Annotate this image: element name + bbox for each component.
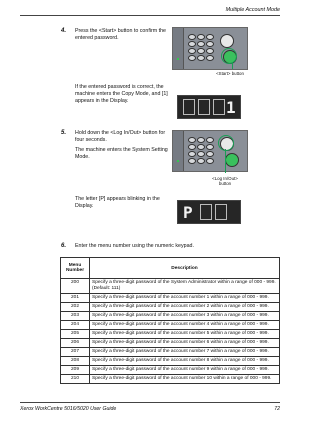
menu-number: 205 [61, 330, 90, 339]
table-row [61, 348, 280, 357]
clear-button-illustration [220, 34, 234, 48]
menu-number: 200 [61, 279, 90, 294]
step-4b-text-1: If the entered password is correct, the [75, 84, 164, 90]
description: Specify a three-digit password of the account number 2 within a range of 000 - 999. [90, 303, 280, 312]
table-row [61, 366, 280, 375]
step-5-number: 5. [61, 130, 67, 136]
step-4-number: 4. [61, 28, 67, 34]
display-letter: P [183, 203, 193, 222]
step-5-text-2: four seconds. [75, 137, 107, 143]
table-header-row [61, 258, 280, 279]
menu-number: 203 [61, 312, 90, 321]
step-5b-text-1: The letter [P] appears blinking in the [75, 196, 160, 202]
menu-number: 202 [61, 303, 90, 312]
start-button-caption: <Start> button [216, 71, 244, 76]
description: Specify a three-digit password of the account number 7 within a range of 000 - 999. [90, 348, 280, 357]
display-showing-1 [177, 95, 241, 119]
description: Specify a three-digit password of the account number 4 within a range of 000 - 999. [90, 321, 280, 330]
menu-number: 208 [61, 357, 90, 366]
step-5b-text-2: Display. [75, 203, 94, 209]
description: Specify a three-digit password of the account number 9 within a range of 000 - 999. [90, 366, 280, 375]
menu-number: 204 [61, 321, 90, 330]
description: Specify a three-digit password of the account number 1 within a range of 000 - 999. [90, 294, 280, 303]
description: Specify a three-digit password of the System Administrator within a range of 000 - 999. (Default: 111) [90, 279, 280, 294]
step-5-text-1: Hold down the <Log In/Out> button for [75, 130, 166, 136]
table-row [61, 294, 280, 303]
table-row [61, 357, 280, 366]
description: Specify a three-digit password of the account number 8 within a range of 000 - 999. [90, 357, 280, 366]
description-header: Description [90, 258, 280, 279]
step-5-text-4: Mode. [75, 154, 90, 160]
table-row [61, 312, 280, 321]
description: Specify a three-digit password of the account number 5 within a range of 000 - 999. [90, 330, 280, 339]
step-4b-text-3: appears in the Display. [75, 98, 129, 104]
start-highlight-ring [221, 48, 237, 64]
footer-rule [20, 402, 280, 403]
step-4-text-1: Press the <Start> button to confirm the [75, 28, 166, 34]
control-panel-illustration-start [172, 27, 248, 70]
step-6-text: Enter the menu number using the numeric keypad. [75, 243, 194, 249]
login-caption-2: button [218, 181, 232, 186]
running-header: Multiple Account Mode [225, 7, 280, 13]
table-row [61, 339, 280, 348]
menu-number-header: Menu Number [61, 258, 90, 279]
login-callout-line [225, 149, 226, 173]
table-row [61, 279, 280, 294]
step-6-number: 6. [61, 243, 67, 249]
menu-number: 206 [61, 339, 90, 348]
menu-number-table [60, 257, 280, 384]
login-caption-1: <Log In/Out> [212, 176, 238, 181]
page-number: 72 [274, 406, 280, 412]
display-digit: 1 [226, 98, 236, 117]
menu-number: 209 [61, 366, 90, 375]
start-button-illustration-2 [225, 153, 239, 167]
step-4-text-2: entered password. [75, 35, 119, 41]
display-showing-p [177, 200, 241, 224]
step-4b-text-2: machine enters the Copy Mode, and [1] [75, 91, 168, 97]
description: Specify a three-digit password of the account number 6 within a range of 000 - 999. [90, 339, 280, 348]
footer-guide-title: Xerox WorkCentre 5016/5020 User Guide [20, 406, 117, 412]
step-5-text-3: The machine enters the System Setting [75, 147, 168, 153]
menu-number: 210 [61, 375, 90, 384]
table-row [61, 303, 280, 312]
description: Specify a three-digit password of the account number 3 within a range of 000 - 999. [90, 312, 280, 321]
start-callout-line [232, 62, 233, 69]
description: Specify a three-digit password of the account number 10 within a range of 000 - 999. [90, 375, 280, 384]
header-rule [20, 15, 280, 16]
menu-number: 201 [61, 294, 90, 303]
menu-number: 207 [61, 348, 90, 357]
table-row [61, 321, 280, 330]
table-row [61, 375, 280, 384]
table-row [61, 330, 280, 339]
login-highlight-ring [218, 135, 234, 151]
control-panel-illustration-login [172, 130, 248, 172]
